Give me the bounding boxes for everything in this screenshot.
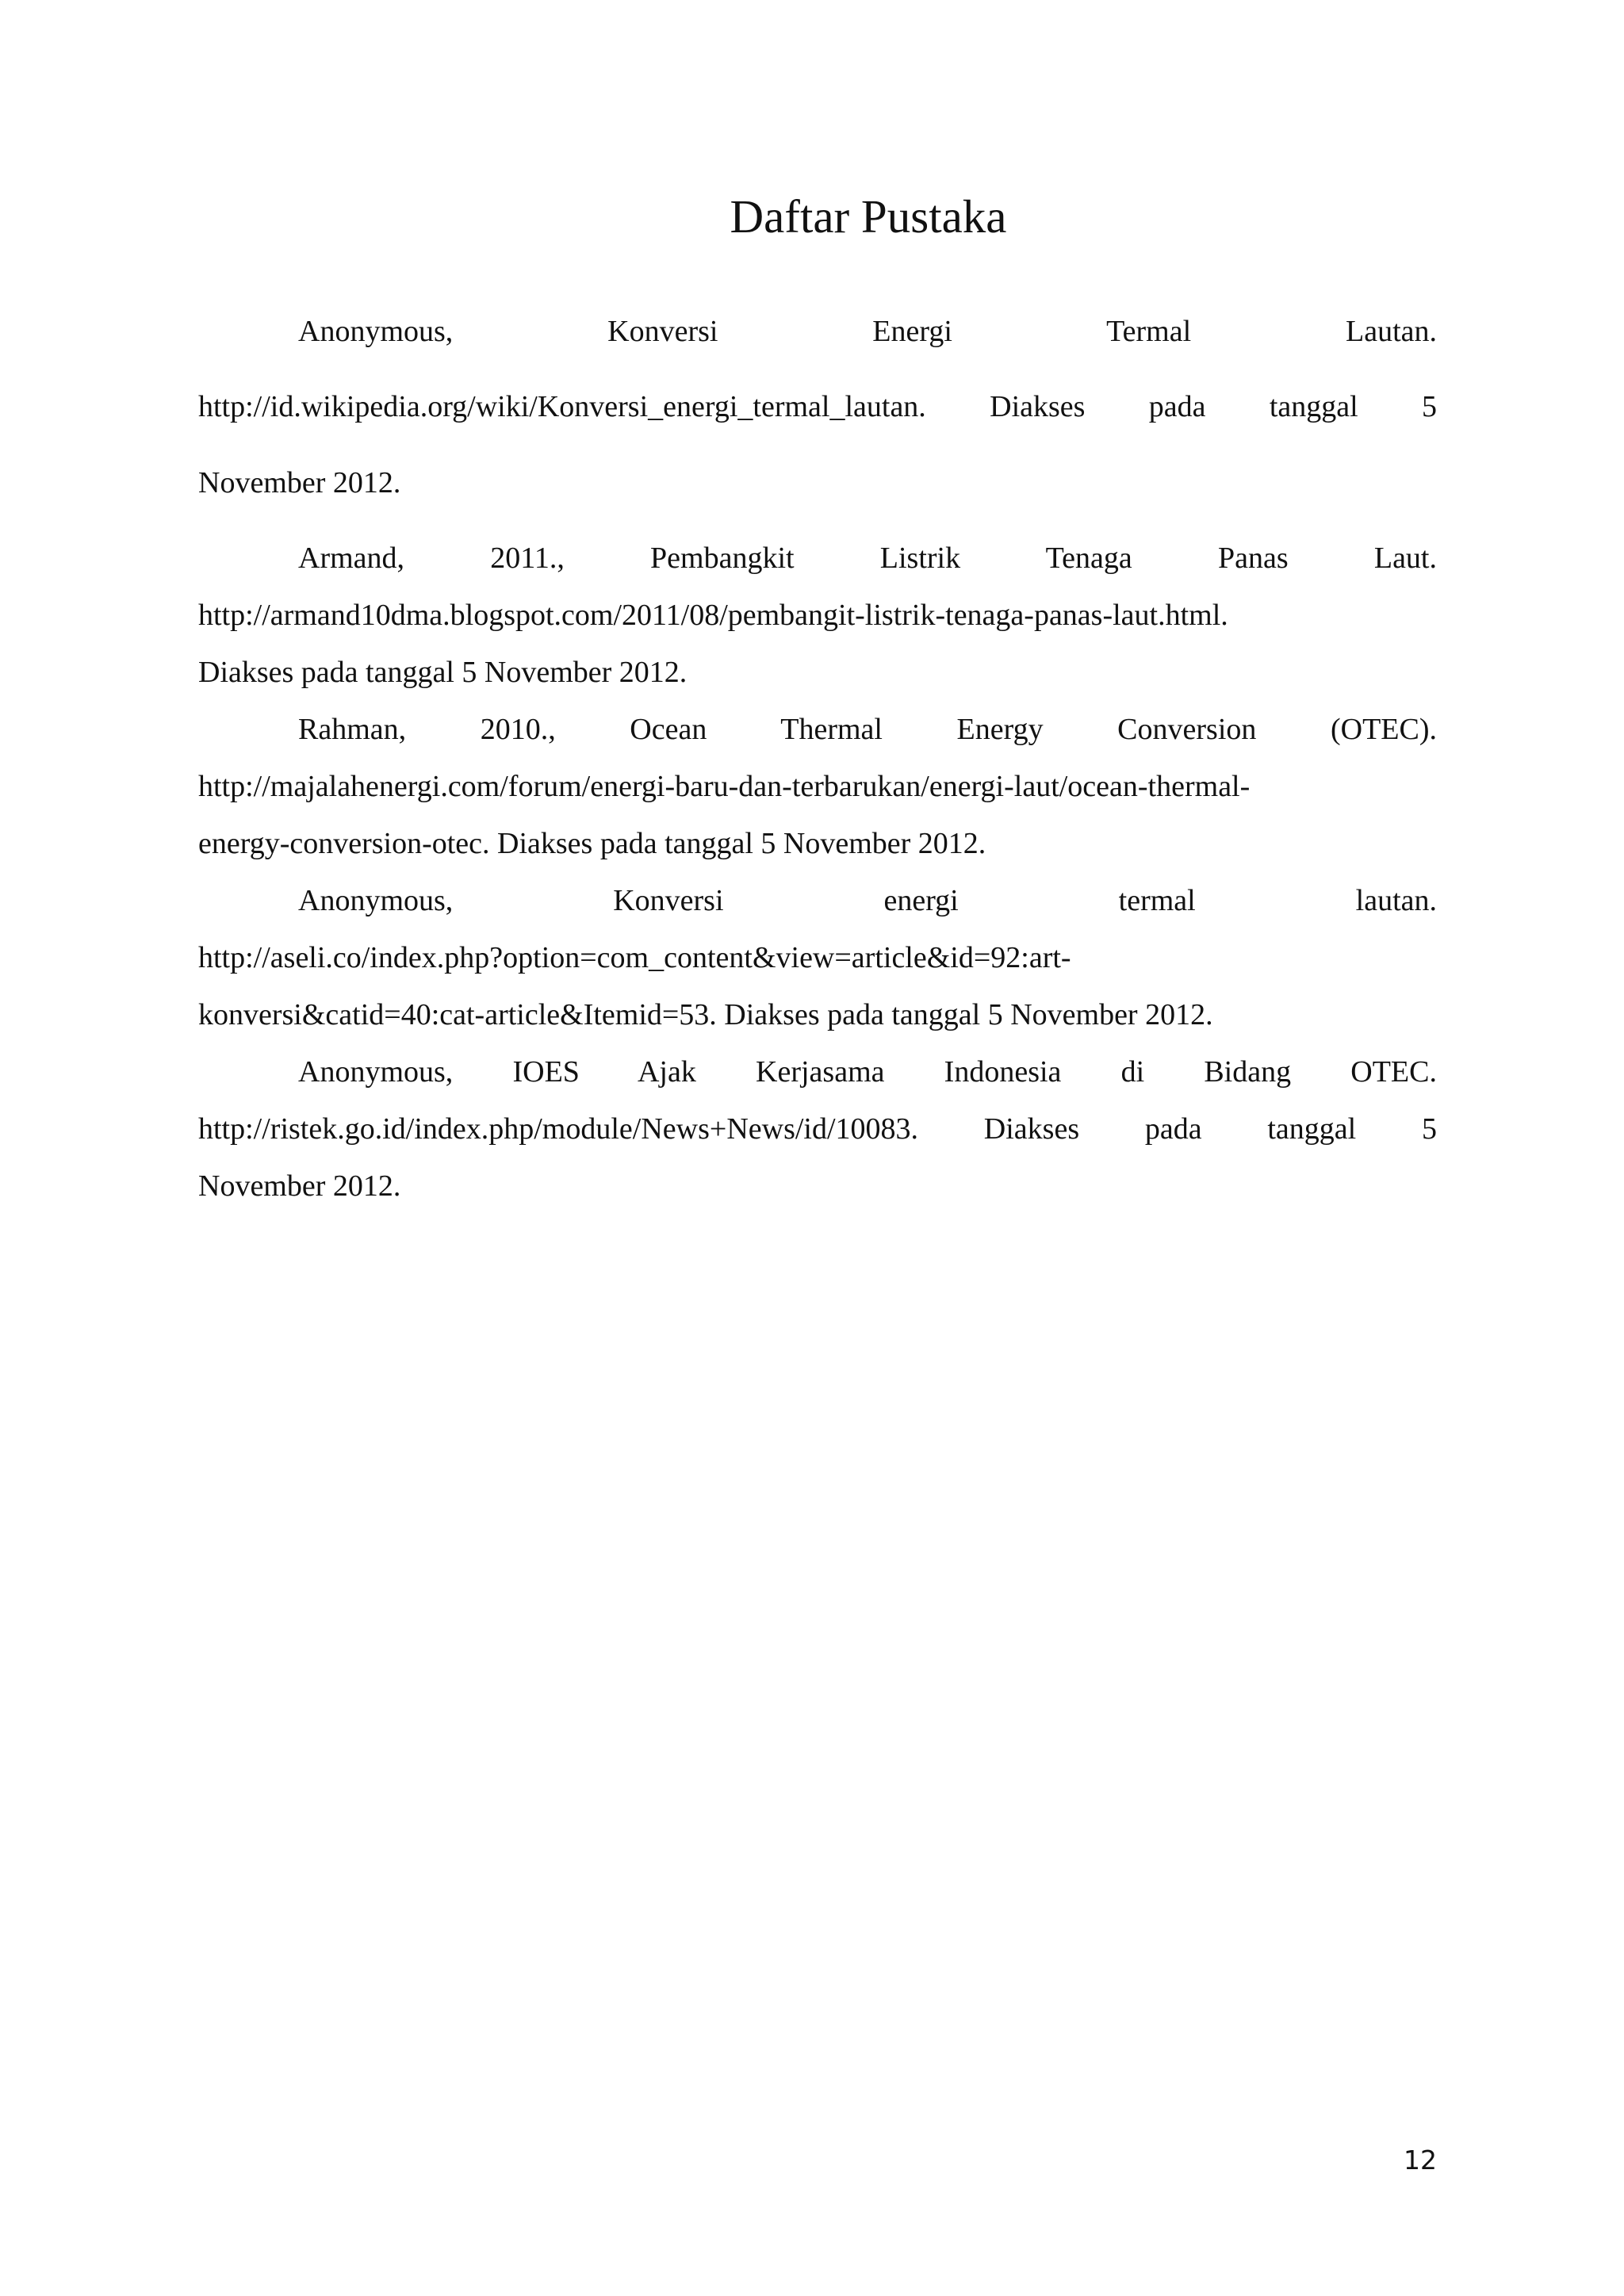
reference-3-line-3: energy-conversion-otec. Diakses pada tanggal 5 November 2012. bbox=[198, 827, 986, 860]
reference-4-line-2: http://aseli.co/index.php?option=com_content&view=article&id=92:art- bbox=[198, 941, 1071, 974]
reference-4-line-1: Anonymous, Konversi energi termal lautan. bbox=[298, 884, 1437, 917]
page-number: 12 bbox=[1404, 2145, 1437, 2175]
reference-2-line-3: Diakses pada tanggal 5 November 2012. bbox=[198, 656, 688, 689]
reference-5-line-1: Anonymous, IOES Ajak Kerjasama Indonesia di Bidang OTEC. bbox=[298, 1055, 1437, 1089]
reference-2-line-2: http://armand10dma.blogspot.com/2011/08/pembangit-listrik-tenaga-panas-laut.html. bbox=[198, 599, 1228, 632]
reference-5-line-3: November 2012. bbox=[198, 1169, 401, 1203]
reference-5-line-2: http://ristek.go.id/index.php/module/News+News/id/10083. Diakses pada tanggal 5 bbox=[198, 1112, 1437, 1146]
reference-2-line-1: Armand, 2011., Pembangkit Listrik Tenaga Panas Laut. bbox=[298, 541, 1437, 575]
reference-1-line-2: http://id.wikipedia.org/wiki/Konversi_energi_termal_lautan. Diakses pada tanggal 5 bbox=[198, 390, 1437, 423]
page-title: Daftar Pustaka bbox=[730, 190, 1007, 243]
reference-3-line-2: http://majalahenergi.com/forum/energi-baru-dan-terbarukan/energi-laut/ocean-thermal- bbox=[198, 770, 1251, 803]
reference-4-line-3: konversi&catid=40:cat-article&Itemid=53. Diakses pada tanggal 5 November 2012. bbox=[198, 998, 1213, 1031]
reference-1-line-1: Anonymous, Konversi Energi Termal Lautan. bbox=[298, 315, 1437, 348]
reference-3-line-1: Rahman, 2010., Ocean Thermal Energy Conversion (OTEC). bbox=[298, 713, 1437, 746]
reference-1-line-3: November 2012. bbox=[198, 466, 401, 499]
